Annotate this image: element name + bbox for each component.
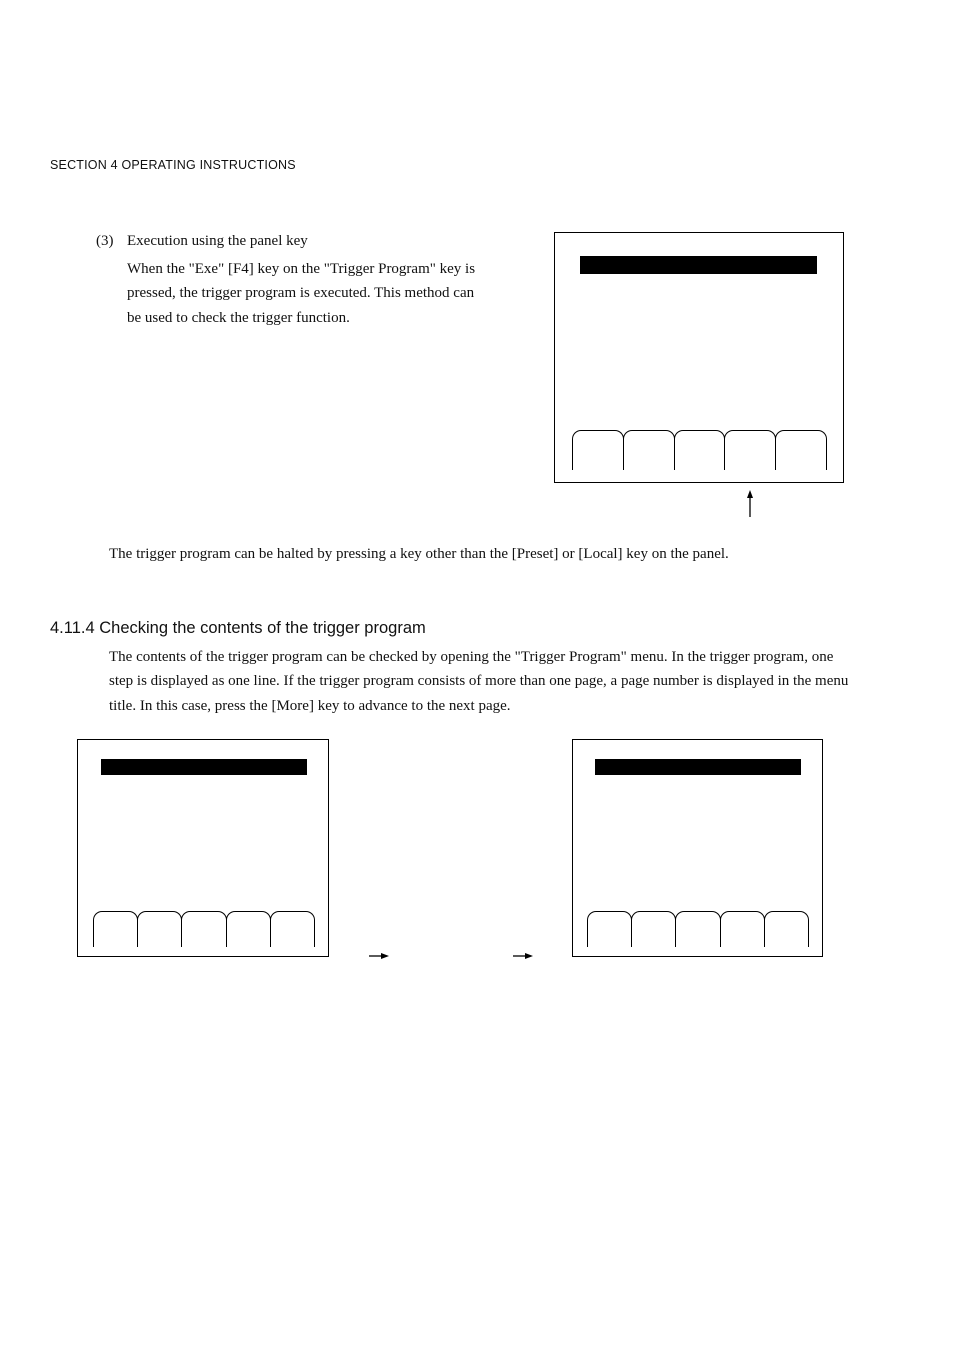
softkey-f1: [587, 911, 632, 947]
up-arrow-icon: [744, 490, 756, 518]
menu-title-bar: [595, 759, 801, 775]
execution-screen-figure: [554, 232, 844, 483]
softkey-f4: [720, 911, 765, 947]
menu-title-bar: [580, 256, 817, 274]
softkey-f2: [137, 911, 182, 947]
softkey-row: [93, 911, 314, 947]
softkey-f3: [675, 911, 720, 947]
softkey-f4: [724, 430, 776, 470]
running-header: SECTION 4 OPERATING INSTRUCTIONS: [50, 158, 296, 172]
softkey-row: [572, 430, 826, 470]
menu-title-bar: [101, 759, 307, 775]
softkey-f5: [764, 911, 809, 947]
step-title: Execution using the panel key: [127, 233, 308, 249]
softkey-f3: [674, 430, 726, 470]
right-arrow-icon: [369, 951, 389, 961]
section-heading: 4.11.4 Checking the contents of the trigger program: [50, 619, 426, 637]
page-two-screen-figure: [572, 739, 823, 957]
softkey-f3: [181, 911, 226, 947]
softkey-f1: [572, 430, 624, 470]
section-description: The contents of the trigger program can be checked by opening the "Trigger Program" menu. In the trigger program, one step is displayed as one line. If the trigger program consists of more than one page, a page number is displayed in the menu title. In this case, press the [More] key to advance to the next page.: [109, 649, 849, 714]
softkey-f1: [93, 911, 138, 947]
softkey-f5: [270, 911, 315, 947]
step-number: (3): [96, 233, 114, 249]
softkey-row: [587, 911, 808, 947]
softkey-f5: [775, 430, 827, 470]
softkey-f2: [623, 430, 675, 470]
softkey-f4: [226, 911, 271, 947]
halt-note: The trigger program can be halted by pressing a key other than the [Preset] or [Local] key on the panel.: [109, 546, 729, 562]
step-description: When the "Exe" [F4] key on the "Trigger Program" key is pressed, the trigger program is executed. This method can be used to check the trigger function.: [127, 261, 476, 326]
page-one-screen-figure: [77, 739, 329, 957]
right-arrow-icon: [513, 951, 533, 961]
softkey-f2: [631, 911, 676, 947]
